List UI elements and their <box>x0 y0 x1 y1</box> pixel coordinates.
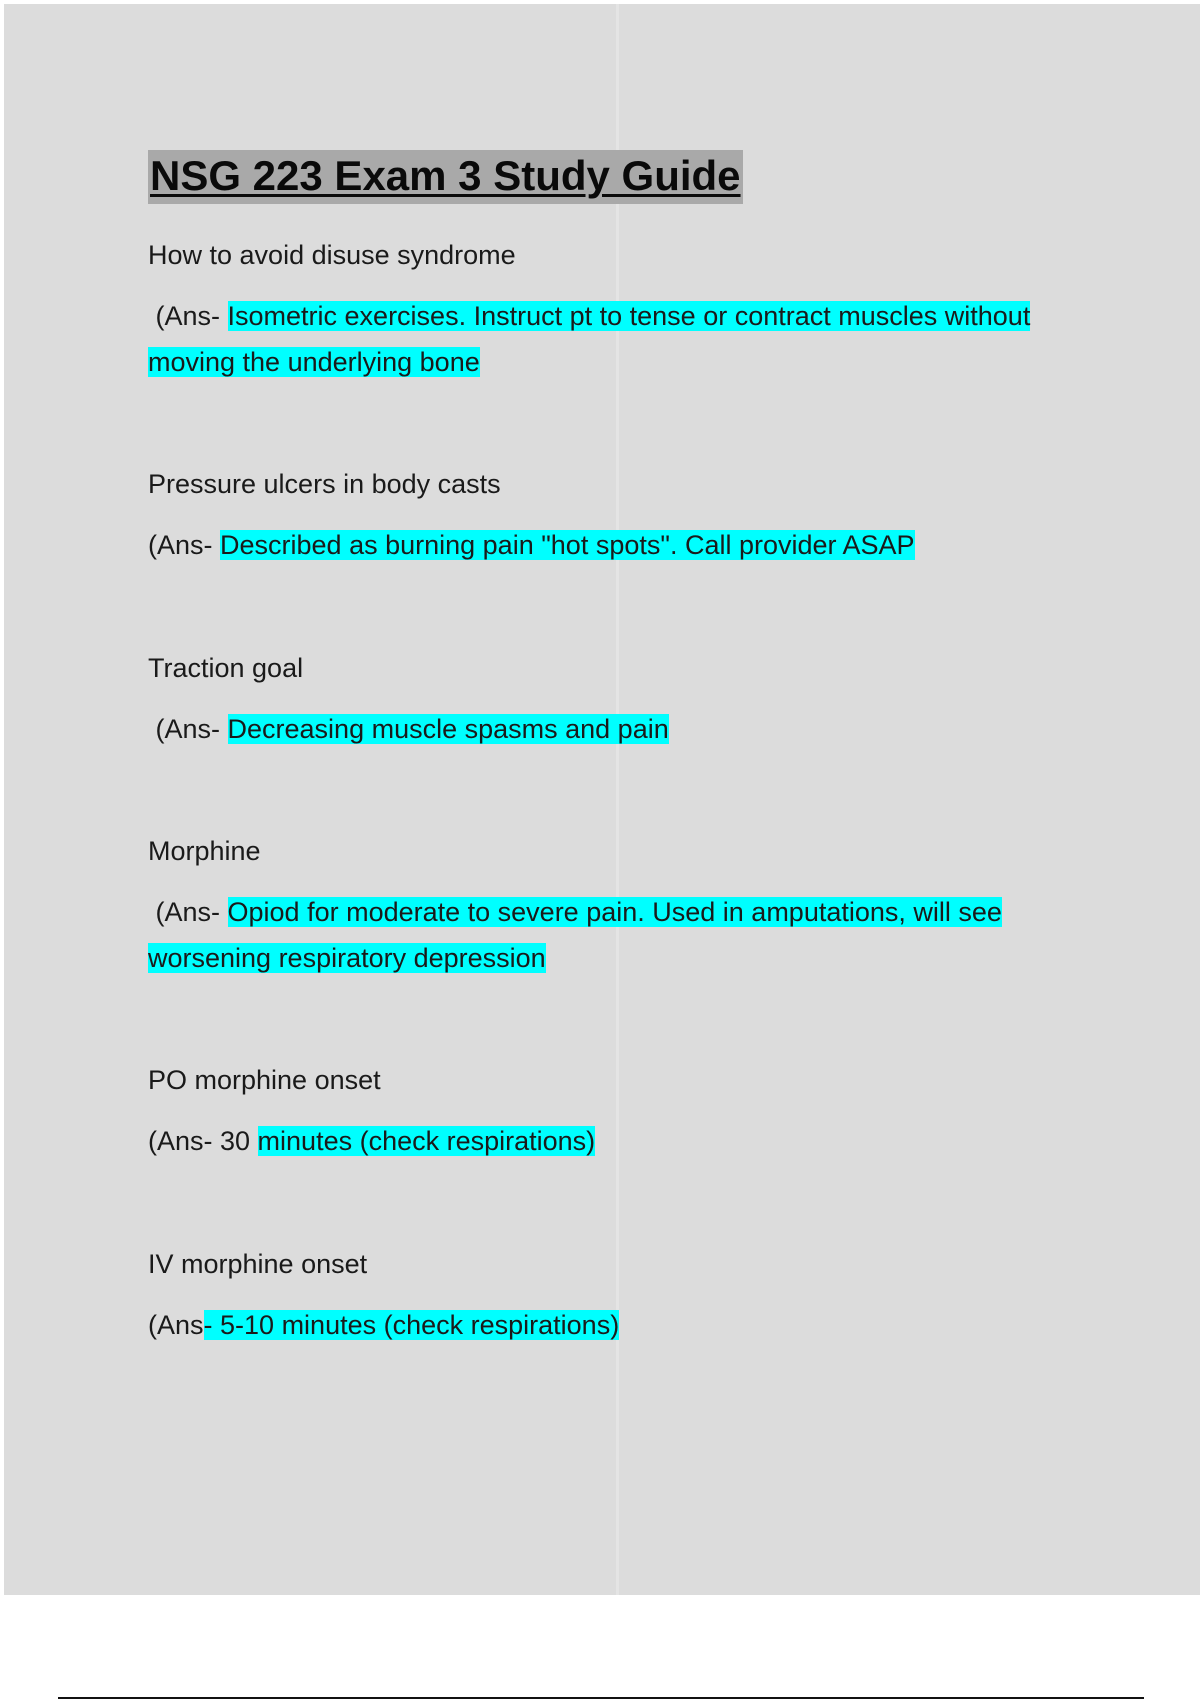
study-item-po-morphine-onset <box>148 1057 1108 1164</box>
question-text: How to avoid disuse syndrome <box>148 240 516 270</box>
study-item-morphine <box>148 828 1108 981</box>
highlighted-answer: Opiod for moderate to severe pain. Used in amputations, will see worsening respiratory depression <box>148 897 1002 973</box>
study-item-pressure-ulcers <box>148 461 1108 568</box>
question-text: Morphine <box>148 836 261 866</box>
footer-divider <box>58 1697 1144 1699</box>
answer-prefix: (Ans- <box>148 530 221 560</box>
question-text: Traction goal <box>148 653 304 683</box>
highlighted-answer: Isometric exercises. Instruct pt to tense or contract muscles without moving the underlying bone <box>148 301 1031 377</box>
answer-line <box>148 522 1108 568</box>
document-title: NSG 223 Exam 3 Study Guide <box>148 150 743 204</box>
question-text: Pressure ulcers in body casts <box>148 469 501 499</box>
answer-line <box>148 1118 1108 1164</box>
highlighted-answer: minutes (check respirations) <box>257 1126 596 1156</box>
answer-line <box>148 889 1108 981</box>
answer-prefix: (Ans- <box>148 301 228 331</box>
answer-prefix: (Ans- <box>148 714 228 744</box>
study-item-disuse-syndrome <box>148 232 1108 385</box>
highlighted-answer: Described as burning pain "hot spots". Call provider ASAP <box>220 530 915 560</box>
answer-prefix: (Ans- <box>148 897 228 927</box>
answer-line <box>148 293 1108 385</box>
answer-prefix: (Ans <box>148 1310 204 1340</box>
answer-line <box>148 1302 1108 1348</box>
study-item-traction-goal <box>148 645 1108 752</box>
highlighted-answer: Decreasing muscle spasms and pain <box>227 714 669 744</box>
answer-prefix: (Ans- 30 <box>148 1126 258 1156</box>
highlighted-answer: - 5-10 minutes (check respirations) <box>203 1310 620 1340</box>
question-text: PO morphine onset <box>148 1065 381 1095</box>
study-item-iv-morphine-onset <box>148 1241 1108 1348</box>
answer-line <box>148 706 1108 752</box>
question-text: IV morphine onset <box>148 1249 368 1279</box>
